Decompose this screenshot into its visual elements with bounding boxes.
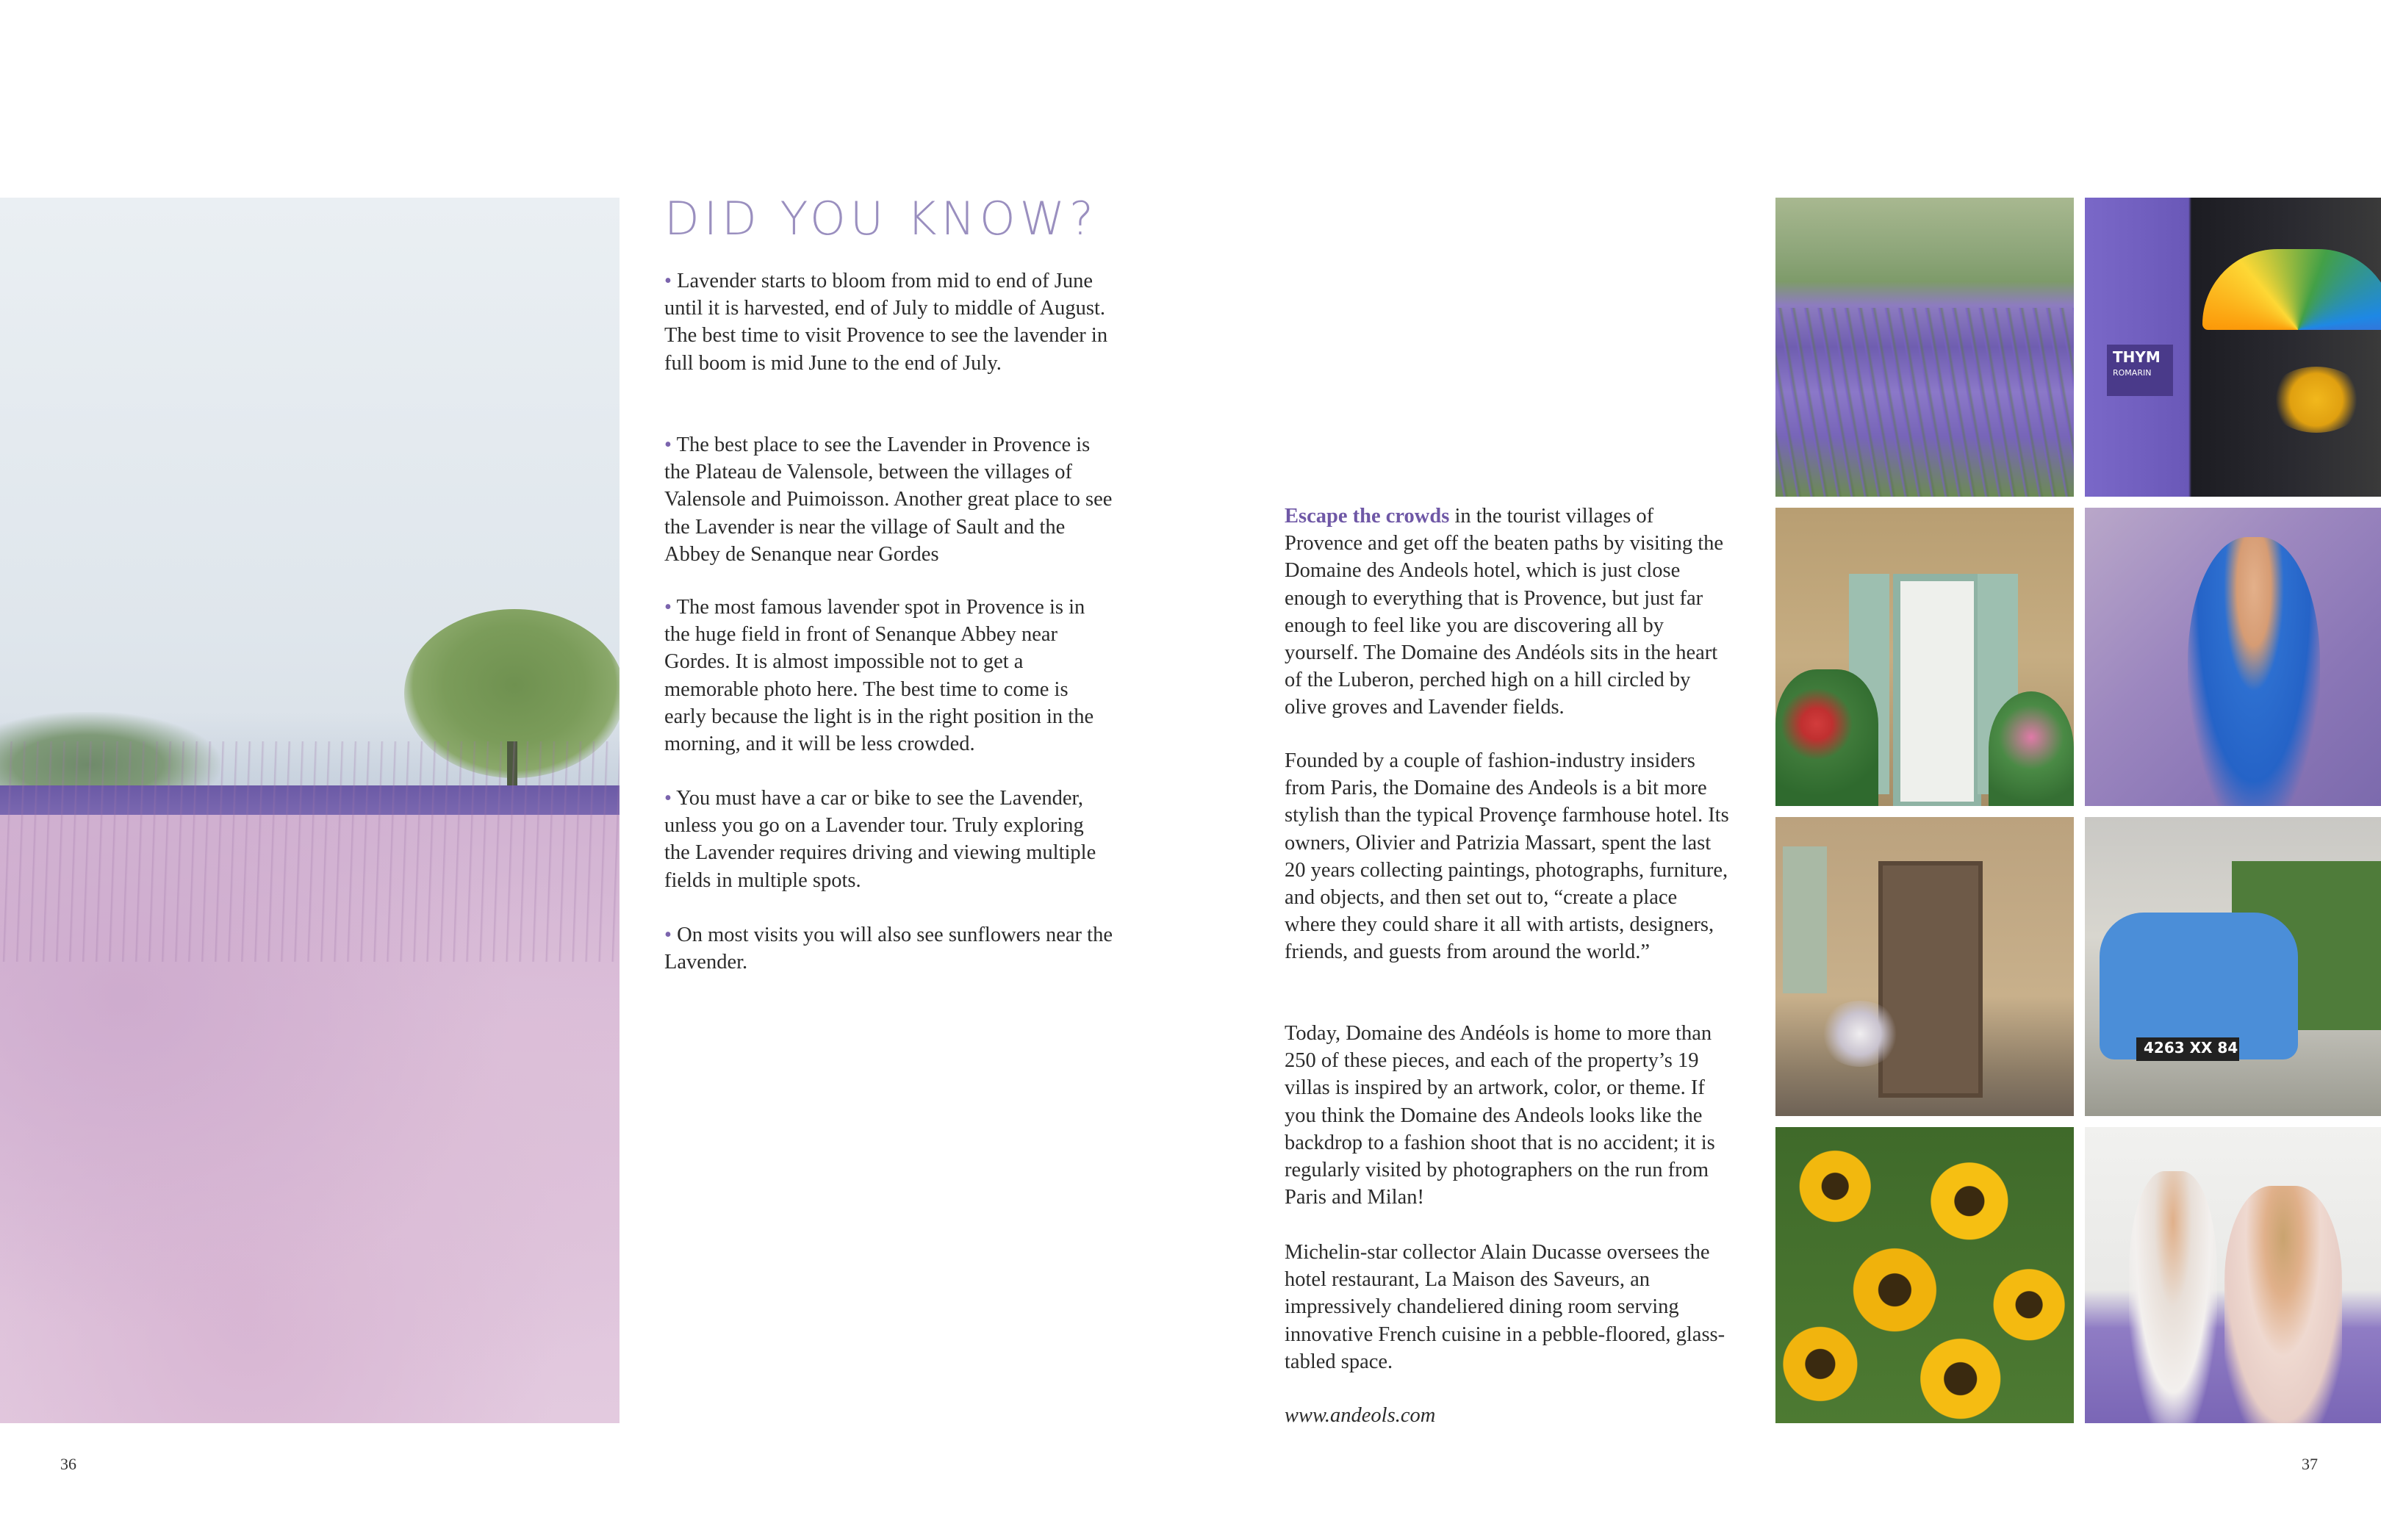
flower-pots-left: [1775, 669, 1878, 806]
flower-pots-right: [1989, 691, 2074, 806]
paragraph-today: [1285, 1020, 1733, 1211]
woman-white-dress: [2129, 1171, 2217, 1423]
tip-4: [664, 785, 1113, 894]
website-line: [1285, 1402, 1733, 1429]
wooden-door: [1878, 861, 1983, 1098]
section-heading: DID YOU KNOW?: [664, 192, 1098, 245]
tip-text: Lavender starts to bloom from mid to end of June until it is harvested, end of July to middle of August. The best time to visit Provence to see the lavender in full boom is mid June to the end of July.: [664, 270, 1108, 375]
tip-text: The best place to see the Lavender in Provence is the Plateau de Valensole, between the villages of Valensole and Puimoisson. Another great place to see the Lavender is near the village of Sault and the Abbey de Senanque near Gordes: [664, 433, 1113, 566]
photo-stone-doorway: [1775, 817, 2074, 1116]
bullet-icon: •: [664, 787, 672, 810]
door: [1893, 574, 1981, 806]
paragraph-founders: [1285, 747, 1733, 966]
shutter: [1783, 846, 1827, 993]
girl-figure: [2188, 537, 2320, 806]
paragraph-restaurant: [1285, 1239, 1733, 1375]
photo-lavender-rows: [1775, 198, 2074, 497]
lavender-blooms: [1775, 308, 2074, 497]
potted-flowers: [1820, 1001, 1900, 1067]
lead-phrase: Escape the crowds: [1285, 505, 1450, 528]
bullet-icon: •: [664, 433, 672, 456]
tip-text: The most famous lavender spot in Provence is in the huge field in front of Senanque Abbey near Gordes. It is almost impossible not to get a memorable photo here. The best time to come is early because the light is in the right position in the morning, and it will be less crowded.: [664, 596, 1094, 756]
rainbow-umbrella: [2202, 249, 2381, 330]
paragraph-text: Michelin-star collector Alain Ducasse oversees the hotel restaurant, La Maison des Saveurs, an impressively chandeliered dining room serving innovative French cuisine in a pebble-floored, glass-tabled space.: [1285, 1241, 1725, 1373]
tip-text: You must have a car or bike to see the Lavender, unless you go on a Lavender tour. Truly exploring the Lavender requires driving and viewing multiple fields in multiple spots.: [664, 787, 1096, 892]
bullet-icon: •: [664, 924, 672, 946]
page-number-left: 36: [60, 1455, 76, 1473]
tip-text: On most visits you will also see sunflowers near the Lavender.: [664, 924, 1113, 974]
page-number-right: 37: [2302, 1455, 2318, 1473]
flower-stems: [0, 741, 620, 962]
website-link[interactable]: www.andeols.com: [1285, 1404, 1436, 1427]
woman-hat: [2224, 1186, 2342, 1423]
tip-2: [664, 431, 1113, 568]
tip-5: [664, 921, 1113, 976]
photo-women-in-field: [2085, 1127, 2381, 1423]
stall-sign-text: THYM: [2113, 348, 2161, 366]
paragraph-escape-crowds: [1285, 503, 1733, 722]
sunflower-bouquet: [2269, 367, 2364, 433]
paragraph-text: in the tourist villages of Provence and get off the beaten paths by visiting the Domaine des Andeols hotel, which is just close enough to everything that is Provence, but just far enough to feel like you are discovering all by yourself. The Domaine des Andéols sits in the heart of the Luberon, perched high on a hill circled by olive groves and Lavender fields.: [1285, 505, 1724, 719]
lavender-field-photo: [0, 198, 620, 1423]
paragraph-text: Today, Domaine des Andéols is home to more than 250 of these pieces, and each of the property’s 19 villas is inspired by an artwork, color, or theme. If you think the Domaine des Andeols looks like the backdrop to a fashion shoot that is no accident; it is regularly visited by photographers on the run from Paris and Milan!: [1285, 1022, 1715, 1209]
photo-sunflowers: [1775, 1127, 2074, 1423]
photo-blue-car: [2085, 817, 2381, 1116]
license-plate-text: 4263 XX 84: [2144, 1039, 2238, 1057]
stall-sign-subtext: ROMARIN: [2113, 368, 2152, 378]
photo-market-stall: [2085, 198, 2381, 497]
bullet-icon: •: [664, 270, 672, 292]
photo-girl-in-lavender: [2085, 508, 2381, 806]
tip-1: [664, 267, 1113, 377]
tip-3: [664, 594, 1113, 758]
bullet-icon: •: [664, 596, 672, 619]
photo-green-door: [1775, 508, 2074, 806]
paragraph-text: Founded by a couple of fashion-industry insiders from Paris, the Domaine des Andeols is a bit more stylish than the typical Provençe farmhouse hotel. Its owners, Olivier and Patrizia Massart, spent the last 20 years collecting paintings, photographs, furniture, and objects, and then set out to, “create a place where they could share it all with artists, designers, friends, and guests from around the world.”: [1285, 749, 1729, 964]
